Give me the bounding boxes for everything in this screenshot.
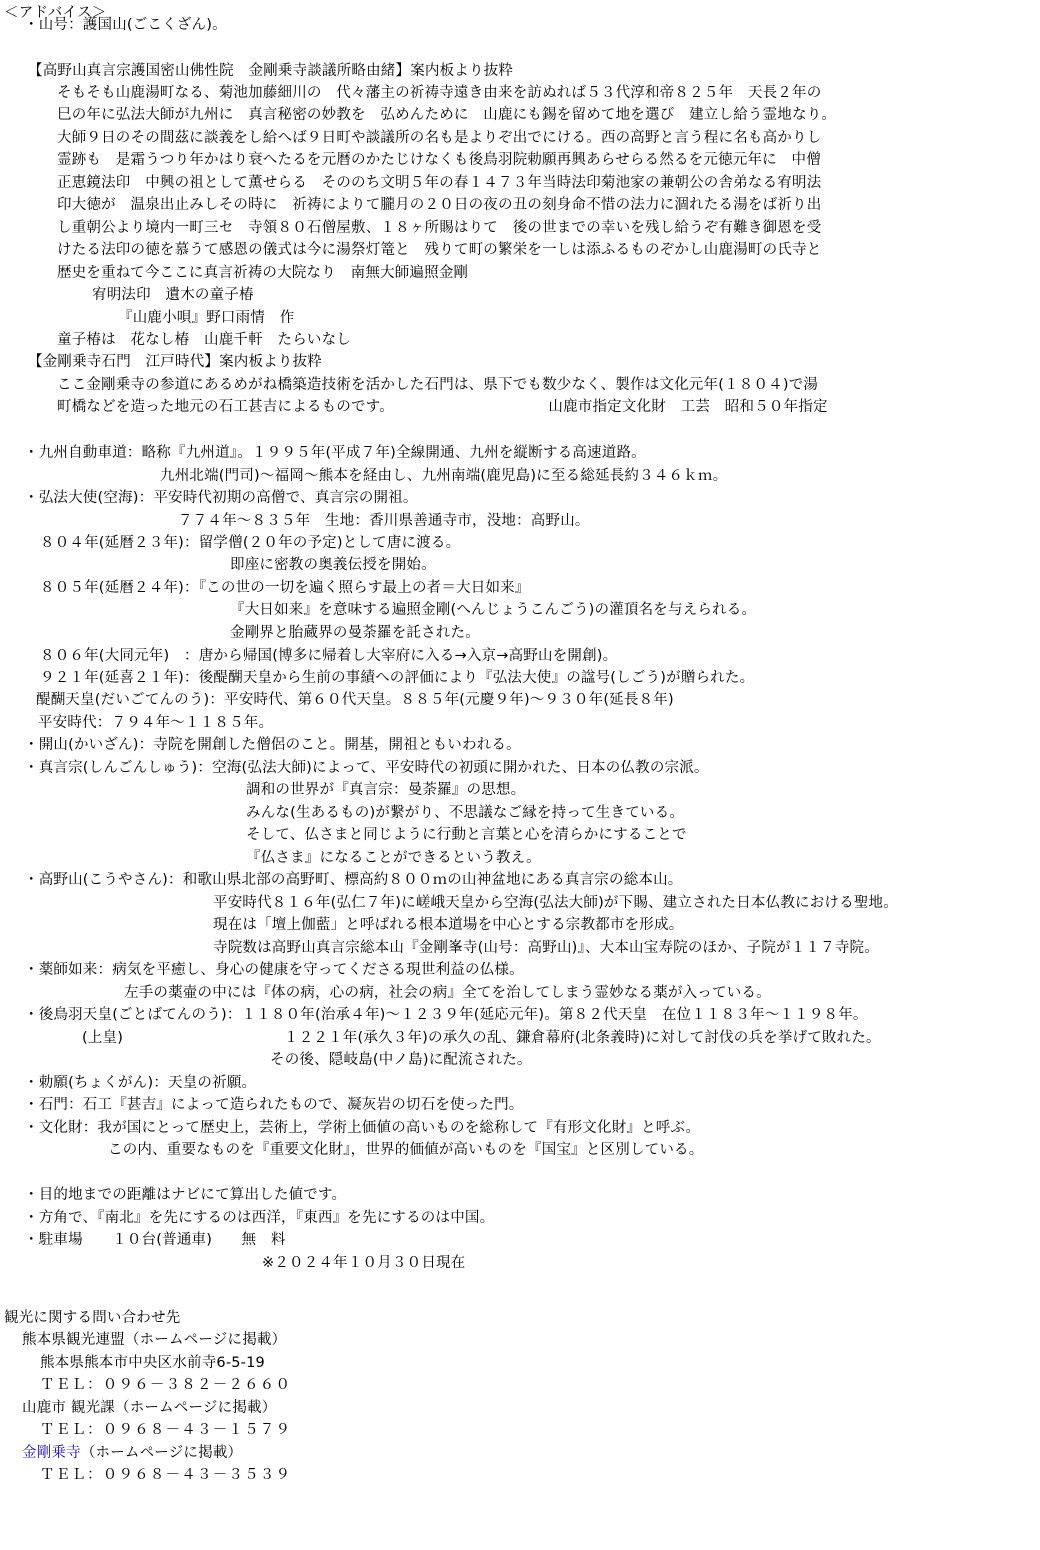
advice-line: ・薬師如来：病気を平癒し、身心の健康を守ってくださる現世利益の仏様。 [24, 962, 524, 978]
advice-line: 歴史を重ねて今ここに真言祈祷の大院なり 南無大師遍照金剛 [57, 265, 469, 281]
advice-line: 町橋などを造った地元の石工甚吉によるものです。 山鹿市指定文化財 工芸 昭和５０年指定 [57, 399, 828, 415]
contact-tel-yamaga: ＴＥＬ：０９６８－４３－１５７９ [40, 1422, 292, 1438]
advice-line: 巳の年に弘法大師が九州に 真言秘密の妙教を 弘めんために 山鹿にも錫を留めて地を選び 建立し給う霊地なり。 [57, 107, 837, 123]
advice-line: その後、隠岐島(中ノ島)に配流された。 [270, 1052, 532, 1068]
advice-line: みんな(生あるもの)が繋がり、不思議なご縁を持って生きている。 [246, 805, 685, 821]
advice-line: 即座に密教の奥義伝授を開始。 [230, 557, 436, 573]
advice-line: ※２０２４年１０月３０日現在 [262, 1255, 466, 1271]
contact-tel-temple: ＴＥＬ：０９６８－４３－３５３９ [40, 1467, 292, 1483]
advice-line: 左手の薬壷の中には『体の病，心の病，社会の病』全てを治してしまう霊妙なる薬が入っている。 [124, 985, 771, 1001]
advice-line: この内、重要なものを『重要文化財』，世界的価値が高いものを『国宝』と区別している。 [108, 1142, 704, 1158]
advice-line: 宥明法印 遺木の童子椿 [92, 287, 254, 303]
advice-line: ・九州自動車道：略称『九州道』。１９９５年(平成７年)全線開通、九州を縦断する高速道路。 [24, 445, 646, 461]
advice-line: そして、仏さまと同じように行動と言葉と心を清らかにすることで [246, 827, 687, 843]
temple-note: （ホームページに掲載） [80, 1445, 243, 1461]
advice-line: 平安時代８１６年(弘仁７年)に嵯峨天皇から空海(弘法大師)が下賜、建立された日本仏教における聖地。 [213, 895, 898, 911]
contact-org-temple [22, 1442, 242, 1464]
advice-line: ・山号：護国山(ごこくざん)。 [24, 17, 227, 33]
advice-line: 『仏さま』になることができるという教え。 [246, 850, 541, 866]
advice-line: ８０６年(大同元年) ：唐から帰国(博多に帰着し大宰府に入る→入京→高野山を開創)。 [40, 648, 618, 664]
advice-line: 【高野山真言宗護国密山佛性院 金剛乗寺談議所略由緒】案内板より抜粋 [28, 63, 514, 79]
advice-line: ・石門：石工『甚吉』によって造られたもので、凝灰岩の切石を使った門。 [24, 1097, 524, 1113]
advice-line: 『大日如来』を意味する遍照金剛(へんじょうこんごう)の灌頂名を与えられる。 [230, 602, 757, 618]
advice-line: ・文化財：我が国にとって歴史上，芸術上，学術上価値の高いものを総称して『有形文化財』と呼ぶ。 [24, 1120, 701, 1136]
advice-line: 平安時代：７９４年～１１８５年。 [38, 715, 274, 731]
advice-line: 正恵鏡法印 中興の祖として薫せらる そののち文明５年の春１４７３年当時法印菊池家の兼朝公の舎弟なる宥明法 [57, 175, 822, 191]
contact-address: 熊本県熊本市中央区水前寺6-5-19 [40, 1355, 265, 1371]
advice-line: ８０４年(延暦２３年)：留学僧(２０年の予定)として唐に渡る。 [40, 535, 461, 551]
contact-tel-kumamoto: ＴＥＬ：０９６－３８２－２６６０ [40, 1377, 292, 1393]
advice-line: ７７４年～８３５年 生地：香川県善通寺市，没地：高野山。 [178, 513, 590, 529]
advice-line: ８０５年(延暦２４年)：『この世の一切を遍く照らす最上の者＝大日如来』 [40, 580, 530, 596]
advice-line: し重朝公より境内一町三セ 寺領８０石僧屋敷、１８ヶ所賜はりて 後の世までの幸いを残し給うぞ有難き御恩を受 [57, 220, 822, 236]
contact-org-yamaga: 山鹿市 観光課（ホームページに掲載） [22, 1400, 277, 1416]
advice-line: 印大徳が 温泉出止みしその時に 祈祷によりて朧月の２０日の夜の丑の刻身命不惜の法力に涸れたる湯をば祈り出 [57, 197, 822, 213]
advice-line: 寺院数は高野山真言宗総本山『金剛峯寺(山号：高野山)』、大本山宝寿院のほか、子院が１１７寺院。 [213, 940, 879, 956]
advice-line: １２２１年(承久３年)の承久の乱、鎌倉幕府(北条義時)に対して討伐の兵を挙げて敗れた。 [284, 1030, 881, 1046]
temple-homepage-link[interactable]: 金剛乗寺 [22, 1445, 81, 1461]
advice-line: ・真言宗(しんごんしゅう)：空海(弘法大師)によって、平安時代の初頭に開かれた、日本の仏教の宗派。 [24, 760, 709, 776]
advice-line: 九州北端(門司)～福岡～熊本を経由し、九州南端(鹿児島)に至る総延長約３４６ｋｍ。 [160, 468, 728, 484]
advice-line: そもそも山鹿湯町なる、菊池加藤細川の 代々藩主の祈祷寺遠き由来を訪ぬれば５３代淳和帝８２５年 天長２年の [57, 85, 822, 101]
advice-line: 【金剛乗寺石門 江戸時代】案内板より抜粋 [28, 354, 322, 370]
advice-line: ・勅願(ちょくがん)：天皇の祈願。 [24, 1075, 257, 1091]
advice-line: 大師９日のその間茲に談義をし給へば９日町や談議所の名も是よりぞ出でにける。西の高野と言う程に名も高かりし [57, 130, 822, 146]
contact-org-kumamoto: 熊本県観光連盟（ホームページに掲載） [22, 1332, 287, 1348]
advice-line: ・後鳥羽天皇(ごとばてんのう)：１１８０年(治承４年)～１２３９年(延応元年)。第８２代天皇 在位１１８３年～１１９８年。 [24, 1007, 868, 1023]
advice-line: ・目的地までの距離はナビにて算出した値です。 [24, 1187, 347, 1203]
advice-line: 調和の世界が『真言宗：曼荼羅』の思想。 [246, 782, 526, 798]
advice-line: 金剛界と胎蔵界の曼荼羅を託された。 [230, 625, 480, 641]
advice-line: ・方角で、『南北』を先にするのは西洋，『東西』を先にするのは中国。 [24, 1210, 495, 1226]
advice-line: 現在は「壇上伽藍」と呼ばれる根本道場を中心とする宗教都市を形成。 [213, 917, 684, 933]
advice-line: 霊跡も 是霜うつり年かはり衰へたるを元暦のかたじけなくも後鳥羽院勅願再興あらせらる然るを元徳元年に 中僧 [57, 152, 821, 168]
advice-line: ９２１年(延喜２１年)：後醍醐天皇から生前の事績への評価により『弘法大使』の諡号(しごう)が贈られた。 [40, 670, 755, 686]
advice-heading: ＜アドバイス＞ [4, 5, 107, 21]
advice-line: ・高野山(こうやさん)：和歌山県北部の高野町、標高約８００ｍの山神盆地にある真言宗の総本山。 [24, 872, 683, 888]
advice-line: ・開山(かいざん)：寺院を開創した僧侶のこと。開基，開祖ともいわれる。 [24, 737, 521, 753]
advice-line: ・駐車場 １０台(普通車) 無 料 [24, 1232, 286, 1248]
advice-line: けたる法印の徳を慕うて感恩の儀式は今に湯祭灯篭と 残りて町の繁栄を一しは添ふるものぞかし山鹿湯町の氏寺と [57, 242, 822, 258]
contact-heading: 観光に関する問い合わせ先 [4, 1310, 181, 1326]
advice-line: (上皇) [82, 1030, 124, 1046]
advice-line: 童子椿は 花なし椿 山鹿千軒 たらいなし [57, 332, 351, 348]
advice-line: ・弘法大使(空海)：平安時代初期の高僧で、真言宗の開祖。 [24, 490, 418, 506]
advice-line: ここ金剛乗寺の参道にあるめがね橋築造技術を活かした石門は、県下でも数少なく、製作は文化元年(１８０４)で湯 [57, 377, 819, 393]
advice-line: 醍醐天皇(だいごてんのう)：平安時代、第６０代天皇。８８５年(元慶９年)～９３０年(延長８年) [36, 692, 674, 708]
advice-line: 『山鹿小唄』野口雨情 作 [118, 310, 295, 326]
